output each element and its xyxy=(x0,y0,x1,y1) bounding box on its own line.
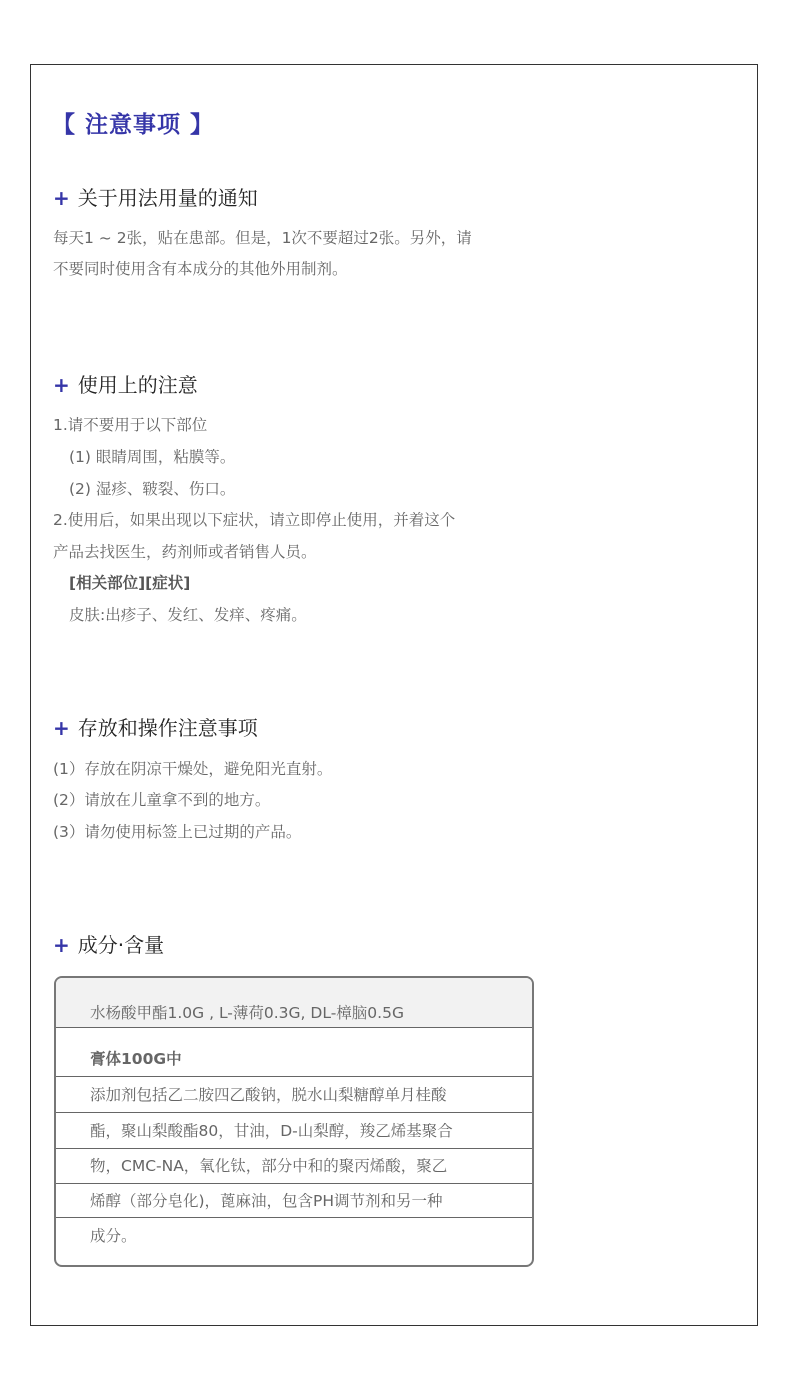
text-line: (2）请放在儿童拿不到的地方。 xyxy=(53,791,271,809)
section-title: 关于用法用量的通知 xyxy=(77,186,258,210)
text-line: 产品去找医生，药剂师或者销售人员。 xyxy=(53,543,317,561)
section-heading-ingredients xyxy=(53,929,164,958)
ingredients-table xyxy=(54,976,534,1267)
plus-icon: + xyxy=(53,933,70,957)
text-line: 每天1 ~ 2张，贴在患部。但是，1次不要超过2张。另外，请 xyxy=(53,229,472,247)
ingredient-row: 酯，聚山梨酸酯80，甘油，D-山梨醇，羧乙烯基聚合 xyxy=(56,1113,532,1149)
section-title: 成分·含量 xyxy=(77,933,165,957)
ingredient-row: 膏体100G中 xyxy=(56,1028,532,1077)
text-line: (3）请勿使用标签上已过期的产品。 xyxy=(53,823,302,841)
ingredient-row: 烯醇（部分皂化)，蓖麻油，包含PH调节剂和另一种 xyxy=(56,1184,532,1218)
ingredient-row: 物，CMC-NA，氧化钛，部分中和的聚丙烯酸，聚乙 xyxy=(56,1149,532,1184)
symptom-header: [相关部位][症状] xyxy=(69,574,191,592)
text-line: 1.请不要用于以下部位 xyxy=(53,416,208,434)
text-line: (1）存放在阴凉干燥处，避免阳光直射。 xyxy=(53,760,333,778)
section-heading-precautions xyxy=(53,369,198,398)
section-title: 使用上的注意 xyxy=(77,373,198,397)
page-title: 【 注意事项 】 xyxy=(52,112,215,138)
ingredient-row: 添加剂包括乙二胺四乙酸钠，脱水山梨糖醇单月桂酸 xyxy=(56,1077,532,1113)
section-title: 存放和操作注意事项 xyxy=(77,716,258,740)
ingredient-row: 水杨酸甲酯1.0G , L-薄荷0.3G, DL-樟脑0.5G xyxy=(56,978,532,1028)
plus-icon: + xyxy=(53,716,70,740)
plus-icon: + xyxy=(53,186,70,210)
text-line: 皮肤:出疹子、发红、发痒、疼痛。 xyxy=(69,606,307,624)
section-heading-usage xyxy=(53,182,258,211)
plus-icon: + xyxy=(53,373,70,397)
ingredient-row: 成分。 xyxy=(90,1227,137,1245)
text-line: (2) 湿疹、皲裂、伤口。 xyxy=(69,480,236,498)
text-line: (1) 眼睛周围，粘膜等。 xyxy=(69,448,236,466)
section-heading-storage xyxy=(53,712,258,741)
text-line: 2.使用后，如果出现以下症状，请立即停止使用，并着这个 xyxy=(53,511,456,529)
text-line: 不要同时使用含有本成分的其他外用制剂。 xyxy=(53,260,348,278)
